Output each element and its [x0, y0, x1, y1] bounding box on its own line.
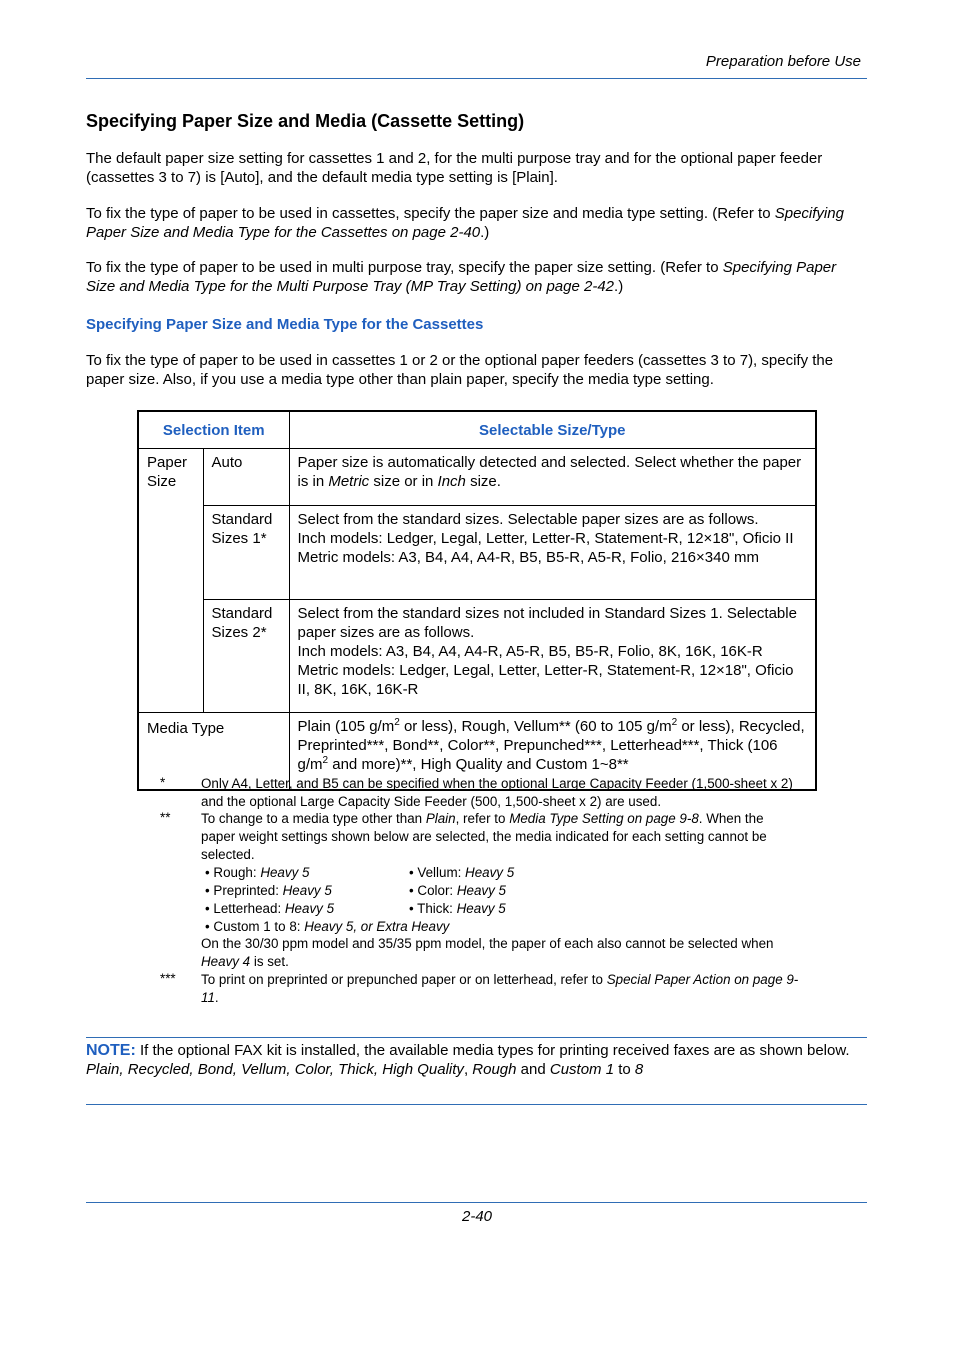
weight-item-preprinted — [205, 882, 332, 900]
footnote-part: is set. — [250, 954, 289, 969]
desc-text: and more)**, High Quality and Custom 1~8** — [328, 756, 629, 773]
weight-label: • Preprinted: — [205, 883, 283, 898]
weight-item-thick — [409, 900, 506, 918]
note-bottom-rule — [86, 1104, 867, 1105]
footnote-text — [201, 935, 801, 971]
auto-description — [289, 449, 816, 506]
desc-line: Inch models: Ledger, Legal, Letter, Letter-R, Statement-R, 12×18", Oficio II — [297, 530, 794, 547]
footnote-part: . When the paper weight settings shown below are selected, the media indicated for each setting cannot be selected. — [201, 811, 767, 862]
desc-line: Inch models: A3, B4, A4, A4-R, A5-R, B5, B5-R, Folio, 8K, 16K, 16K-R — [297, 643, 763, 660]
superscript: 2 — [322, 755, 329, 766]
weight-value: Heavy 5, or Extra Heavy — [304, 919, 450, 934]
note-line — [86, 1041, 867, 1060]
footnote-part: . — [214, 990, 219, 1005]
weight-label: • Rough: — [205, 865, 261, 880]
header-rule — [86, 78, 867, 79]
weight-value: Heavy 5 — [260, 865, 310, 880]
weight-label: • Thick: — [409, 901, 457, 916]
cross-reference: Media Type Setting on page 9-8 — [509, 811, 699, 826]
desc-text: Plain (105 g/m — [297, 718, 395, 735]
weight-value: Heavy 5 — [284, 901, 335, 916]
footnote-mark: * — [160, 775, 166, 790]
weight-label: • Vellum: — [409, 865, 466, 880]
paragraph-text: To fix the type of paper to be used in multi purpose tray, specify the paper size setting. (Refer to — [86, 259, 723, 276]
desc-line: Select from the standard sizes. Selectable paper sizes are as follows. — [297, 511, 759, 528]
paragraph-text: .) — [480, 224, 490, 241]
page-number: 2-40 — [461, 1208, 493, 1225]
weight-item-vellum — [409, 864, 514, 882]
cross-reference: Special Paper Action on page 9-11 — [201, 972, 799, 1005]
desc-text: size. — [465, 473, 501, 490]
desc-line: Metric models: Ledger, Legal, Letter, Letter-R, Statement-R, 12×18", Oficio II, 8K, 16K, 16K-R — [297, 662, 794, 698]
footnote-part: On the 30/30 ppm model and 35/35 ppm model, the paper of each also cannot be selected when — [201, 936, 774, 951]
table-row — [138, 600, 816, 713]
desc-line: Metric models: A3, B4, A4, A4-R, B5, B5-R, A5-R, Folio, 216×340 mm — [297, 549, 759, 566]
desc-text: or less), Rough, Vellum** (60 to 105 g/m — [399, 718, 672, 735]
note-top-rule — [86, 1037, 867, 1038]
media-type-label: Media Type — [138, 713, 289, 791]
weight-value: Heavy 5 — [456, 901, 506, 916]
desc-text: Metric — [328, 473, 370, 490]
desc-line: Select from the standard sizes not included in Standard Sizes 1. Selectable paper sizes are as follows. — [297, 605, 797, 641]
weight-label: • Letterhead: — [205, 901, 285, 916]
note-media-list — [86, 1060, 867, 1079]
running-header: Preparation before Use — [705, 53, 861, 70]
column-header-selection-item: Selection Item — [138, 411, 289, 449]
footnote-part: , refer to — [455, 811, 510, 826]
footnote-text: Only A4, Letter, and B5 can be specified when the optional Large Capacity Feeder (1,500-sheet x 2) and the optional Large Capacity Side Feeder (500, 1,500-sheet x 2) are used. — [201, 776, 793, 809]
paragraph-cassette-ref — [86, 204, 867, 242]
column-header-selectable-size-type: Selectable Size/Type — [289, 411, 816, 449]
paragraph-defaults: The default paper size setting for cassettes 1 and 2, for the multi purpose tray and for the optional paper feeder (cassettes 3 to 7) is [Auto], and the default media type setting is [Plain]. — [86, 150, 823, 186]
footnote-part: To change to a media type other than — [201, 811, 426, 826]
media-list-part: Rough — [472, 1061, 517, 1078]
standard-sizes-1-label: Standard Sizes 1* — [203, 506, 289, 600]
paragraph-mp-tray-ref — [86, 258, 867, 296]
footnote-part: Plain — [425, 811, 456, 826]
desc-text: size or in — [369, 473, 438, 490]
paragraph-text: .) — [614, 278, 624, 295]
footnote-mark: ** — [160, 810, 171, 825]
subsection-title: Specifying Paper Size and Media Type for the Cassettes — [86, 316, 484, 333]
superscript: 2 — [671, 717, 678, 728]
auto-label: Auto — [203, 449, 289, 506]
media-list-part: , — [463, 1061, 473, 1078]
table-header-row — [138, 411, 816, 449]
standard-sizes-2-label: Standard Sizes 2* — [203, 600, 289, 713]
footnote-mark: *** — [160, 971, 176, 986]
weight-item-rough — [205, 864, 309, 882]
media-list-part: to — [614, 1061, 635, 1078]
cross-reference: Specifying Paper Size and Media Type for the Cassettes on page 2-40 — [86, 205, 844, 241]
paper-size-label: Paper Size — [138, 449, 203, 713]
footnote-part: Heavy 4 — [201, 954, 251, 969]
subsection-paragraph: To fix the type of paper to be used in cassettes 1 or 2 or the optional paper feeders (cassettes 3 to 7), specify the paper size. Also, if you use a media type other than plain paper, specify the media type setting. — [86, 352, 834, 388]
table-row — [138, 449, 816, 506]
media-list-part: 8 — [634, 1061, 644, 1078]
standard-sizes-2-description — [289, 600, 816, 713]
footer-rule — [86, 1202, 867, 1203]
weight-item-custom — [205, 918, 449, 936]
note-label: NOTE: — [86, 1042, 136, 1059]
note-text: If the optional FAX kit is installed, the available media types for printing received faxes are as shown below. — [135, 1042, 850, 1059]
footnote-text — [201, 810, 801, 864]
desc-text: Paper size is automatically detected and selected. Select whether the paper is in — [297, 454, 802, 490]
media-list-part: Custom 1 — [549, 1061, 615, 1078]
media-list-part: and — [516, 1061, 550, 1078]
weight-item-color — [409, 882, 506, 900]
weight-value: Heavy 5 — [456, 883, 506, 898]
superscript: 2 — [394, 717, 400, 728]
weight-value: Heavy 5 — [282, 883, 332, 898]
table-row — [138, 506, 816, 600]
weight-label: • Custom 1 to 8: — [205, 919, 305, 934]
cross-reference: Specifying Paper Size and Media Type for the Multi Purpose Tray (MP Tray Setting) on page 2-42 — [86, 259, 837, 295]
weight-label: • Color: — [409, 883, 457, 898]
desc-text: Inch — [437, 473, 466, 490]
section-title: Specifying Paper Size and Media (Cassette Setting) — [86, 111, 525, 131]
footnote-part: To print on preprinted or prepunched paper or on letterhead, refer to — [201, 972, 607, 987]
desc-text: or less), Recycled, Preprinted***, Bond**, Color**, Prepunched***, Letterhead***, Thick (106 g/m — [297, 718, 805, 773]
footnote-text — [201, 971, 801, 1007]
settings-table — [137, 410, 817, 791]
paragraph-text: To fix the type of paper to be used in cassettes, specify the paper size and media type setting. (Refer to — [86, 205, 775, 222]
standard-sizes-1-description — [289, 506, 816, 600]
weight-item-letterhead — [205, 900, 334, 918]
weight-value: Heavy 5 — [465, 865, 515, 880]
media-list-italic: Plain, Recycled, Bond, Vellum, Color, Thick, High Quality — [86, 1061, 464, 1078]
note-box — [86, 1041, 867, 1079]
